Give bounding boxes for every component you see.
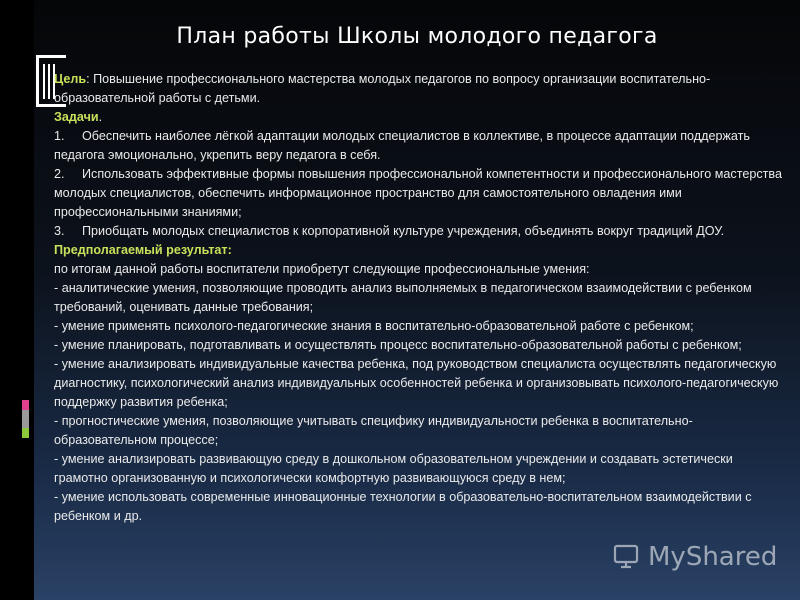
task-item bbox=[54, 165, 784, 222]
left-accent-bar-gray bbox=[22, 410, 29, 428]
tasks-label: Задачи bbox=[54, 110, 99, 124]
skill-item: - умение анализировать развивающую среду в дошкольном образовательном учреждении и создавать эстетически грамотно организованную и психологически комфортную развивающуюся среду в нем; bbox=[54, 452, 733, 485]
slide-title: План работы Школы молодого педагога bbox=[176, 24, 658, 49]
skill-item: - умение анализировать индивидуальные качества ребенка, под руководством специалиста осуществлять педагогическую диагностику, психологический анализ индивидуальных особенностей ребенка и организовывать психолого-педагогическую поддержку развития ребенка; bbox=[54, 357, 779, 409]
task-text: Приобщать молодых специалистов к корпоративной культуре учреждения, объединять вокруг традиций ДОУ. bbox=[82, 224, 725, 238]
goal-paragraph bbox=[54, 70, 784, 108]
skill-item: - умение планировать, подготавливать и осуществлять процесс воспитательно-образовательной работы с ребенком; bbox=[54, 338, 742, 352]
skill-item: - умение использовать современные инновационные технологии в образовательно-воспитательном взаимодействии с ребенком и др. bbox=[54, 490, 752, 523]
goal-text: : Повышение профессионального мастерства молодых педагогов по вопросу организации воспитательно-образовательной работы с детьми. bbox=[54, 72, 711, 105]
skill-item: - умение применять психолого-педагогические знания в воспитательно-образовательной работе с ребенком; bbox=[54, 319, 694, 333]
task-item bbox=[54, 222, 784, 241]
tasks-heading bbox=[54, 108, 784, 127]
result-intro: по итогам данной работы воспитатели приобретут следующие профессиональные умения: bbox=[54, 262, 590, 276]
task-item bbox=[54, 127, 784, 165]
goal-label: Цель bbox=[54, 72, 87, 86]
left-accent-bar-pink bbox=[22, 400, 29, 410]
myshared-logo-icon bbox=[612, 540, 642, 575]
task-number: 1. bbox=[54, 129, 65, 143]
task-number: 3. bbox=[54, 224, 65, 238]
result-label: Предполагаемый результат: bbox=[54, 243, 232, 257]
skill-item: - аналитические умения, позволяющие проводить анализ выполняемых в педагогическом взаимодействии с ребенком требований, оценивать данные требования; bbox=[54, 281, 752, 314]
slide bbox=[34, 0, 800, 600]
watermark-text: MyShared bbox=[648, 542, 778, 572]
task-text: Обеспечить наиболее лёгкой адаптации молодых специалистов в коллективе, в процессе адаптации поддержать педагога эмоционально, укрепить веру педагога в себя. bbox=[54, 129, 750, 162]
task-text: Использовать эффективные формы повышения профессиональной компетентности и профессионального мастерства молодых специалистов, обеспечить информационное пространство для самостоятельного овладения ими профессиональными знаниями; bbox=[54, 167, 782, 219]
left-accent-bar-green bbox=[22, 428, 29, 438]
skill-item: - прогностические умения, позволяющие учитывать специфику индивидуальности ребенка в воспитательно-образовательном процессе; bbox=[54, 414, 693, 447]
slide-content bbox=[54, 70, 784, 526]
watermark bbox=[612, 540, 777, 574]
tasks-suffix: . bbox=[98, 110, 103, 124]
task-number: 2. bbox=[54, 167, 65, 181]
